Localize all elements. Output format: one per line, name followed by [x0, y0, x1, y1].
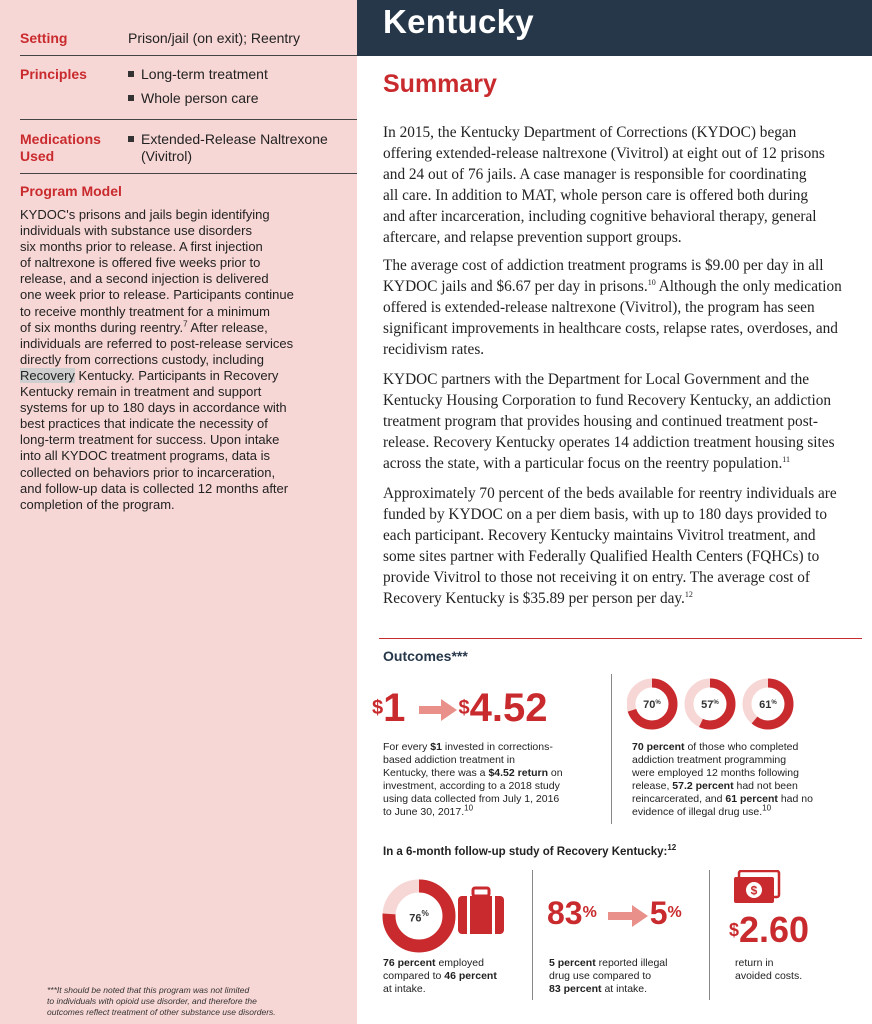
vertical-divider [532, 870, 533, 1000]
divider [20, 173, 362, 174]
program-model-text: KYDOC's prisons and jails begin identifying individuals with substance use disorders six months prior to release. A first injection of naltrexone is offered five weeks prior to release, and a second injection is delivered one week prior to release. Participants continue to receive monthly treatment for a minimum of six months during reentry.$^7$ After release, individuals are referred to post-release services directly from corrections custody, including Recovery Kentucky. Participants in Recovery Kentucky remain in treatment and support systems for up to 180 days in accordance with best practices that indicate the necessity of long-term treatment for success. Upon intake into all KYDOC treatment programs, data is collected on behaviors prior to incarceration, and follow-up data is collected 12 months after completion of the program. [20, 207, 294, 512]
roi-figure: $1 $4.52 [372, 686, 548, 730]
divider [20, 55, 362, 56]
footnote: ***It should be noted that this program was not limited to individuals with opioid use disorder, and therefore the outcomes reflect treatment of other substance use disorders. [47, 985, 276, 1017]
principles-list [128, 66, 268, 114]
principles-label: Principles [20, 66, 87, 82]
outcomes-title: Outcomes*** [383, 648, 468, 664]
setting-value: Prison/jail (on exit); Reentry [128, 30, 300, 46]
summary-paragraph: KYDOC partners with the Department for Local Government and the Kentucky Housing Corporation to fund Recovery Kentucky, an addiction treatment program that provides housing and continued treatment post- release. Recovery Kentucky operates 14 addiction treatment housing sites across the state, with a particular focus on the reentry population.$^{11}$ [383, 371, 835, 472]
employment-donut-label: 76% [409, 909, 429, 925]
vertical-divider [611, 674, 612, 824]
outcomes-divider [379, 638, 862, 639]
outcome-donut-0-label: 70% [643, 698, 661, 711]
savings-figure: $2.60 [729, 909, 810, 950]
medications-label: Medications Used [20, 131, 101, 164]
briefcase-icon [456, 886, 506, 936]
money-icon [733, 870, 781, 906]
arrow-right-icon [608, 905, 648, 927]
roi-from: 1 [383, 686, 406, 730]
roi-to: 4.52 [469, 686, 548, 730]
principle-item: Whole person care [128, 90, 268, 107]
drug-use-description: 5 percent reported illegal drug use compared to 83 percent at intake. [549, 957, 668, 995]
program-model-title: Program Model [20, 183, 122, 199]
followup-title: In a 6-month follow-up study of Recovery Kentucky:$^{12}$ [383, 843, 677, 858]
state-title: Kentucky [383, 3, 534, 40]
summary-paragraph: Approximately 70 percent of the beds available for reentry individuals are funded by KYDOC on a per diem basis, with up to 180 days provided to each participant. Recovery Kentucky maintains Vivitrol treatment, and some sites partner with Federally Qualified Health Centers (FQHCs) to provide Vivitrol to those not receiving it on entry. The average cost of Recovery Kentucky is $35.89 per person per day.$^{12}$ [383, 485, 837, 607]
outcome-donut-2-label: 61% [759, 698, 777, 711]
medications-value: Extended-Release Naltrexone (Vivitrol) [128, 131, 328, 165]
summary-paragraph: In 2015, the Kentucky Department of Corrections (KYDOC) began offering extended-release naltrexone (Vivitrol) at eight out of 12 prisons and 24 out of 76 jails. A case manager is responsible for coordinating all care. In addition to MAT, whole person care is offered both during and after incarceration, including cognitive behavioral therapy, general aftercare, and relapse prevention support groups. [383, 124, 825, 246]
outcome-donut-1-label: 57% [701, 698, 719, 711]
main-content [357, 0, 872, 1024]
arrow-right-icon [419, 699, 457, 721]
employment-donut-group [389, 886, 449, 946]
donut-group [631, 683, 789, 725]
roi-description: For every $1 invested in corrections- based addiction treatment in Kentucky, there was a $4.52 return on investment, according to a 2018 study using data collected from July 1, 2016 to June 30, 2017.10 [383, 741, 563, 818]
employment-donut [379, 876, 459, 956]
summary-paragraph: The average cost of addiction treatment programs is $9.00 per day in all KYDOC jails and $6.67 per day in prisons.$^{10}$ Although the only medication offered is extended-release naltrexone (Vivitrol), the program has seen significant improvements in healthcare costs, relapse rates, overdoses, and recidivism rates. [383, 257, 842, 358]
donut-description: 70 percent of those who completed addiction treatment programming were employed 12 months following release, 57.2 percent had not been reincarcerated, and 61 percent had no evidence of illegal drug use.$^{10}$ [632, 741, 813, 818]
drug-use-figure: 83% 5% [547, 895, 682, 931]
outcome-donuts [627, 676, 817, 732]
program-sidebar [0, 0, 357, 1024]
vertical-divider [709, 870, 710, 1000]
divider [20, 119, 362, 120]
state-banner [357, 0, 872, 56]
setting-label: Setting [20, 30, 68, 46]
svg-text:$: $ [750, 883, 758, 898]
principle-item: Long-term treatment [128, 66, 268, 83]
savings-description: return in avoided costs. [735, 957, 803, 982]
summary-title: Summary [383, 70, 497, 98]
employment-description: 76 percent employed compared to 46 percent at intake. [383, 957, 497, 995]
highlighted-word: Recovery [20, 367, 75, 383]
